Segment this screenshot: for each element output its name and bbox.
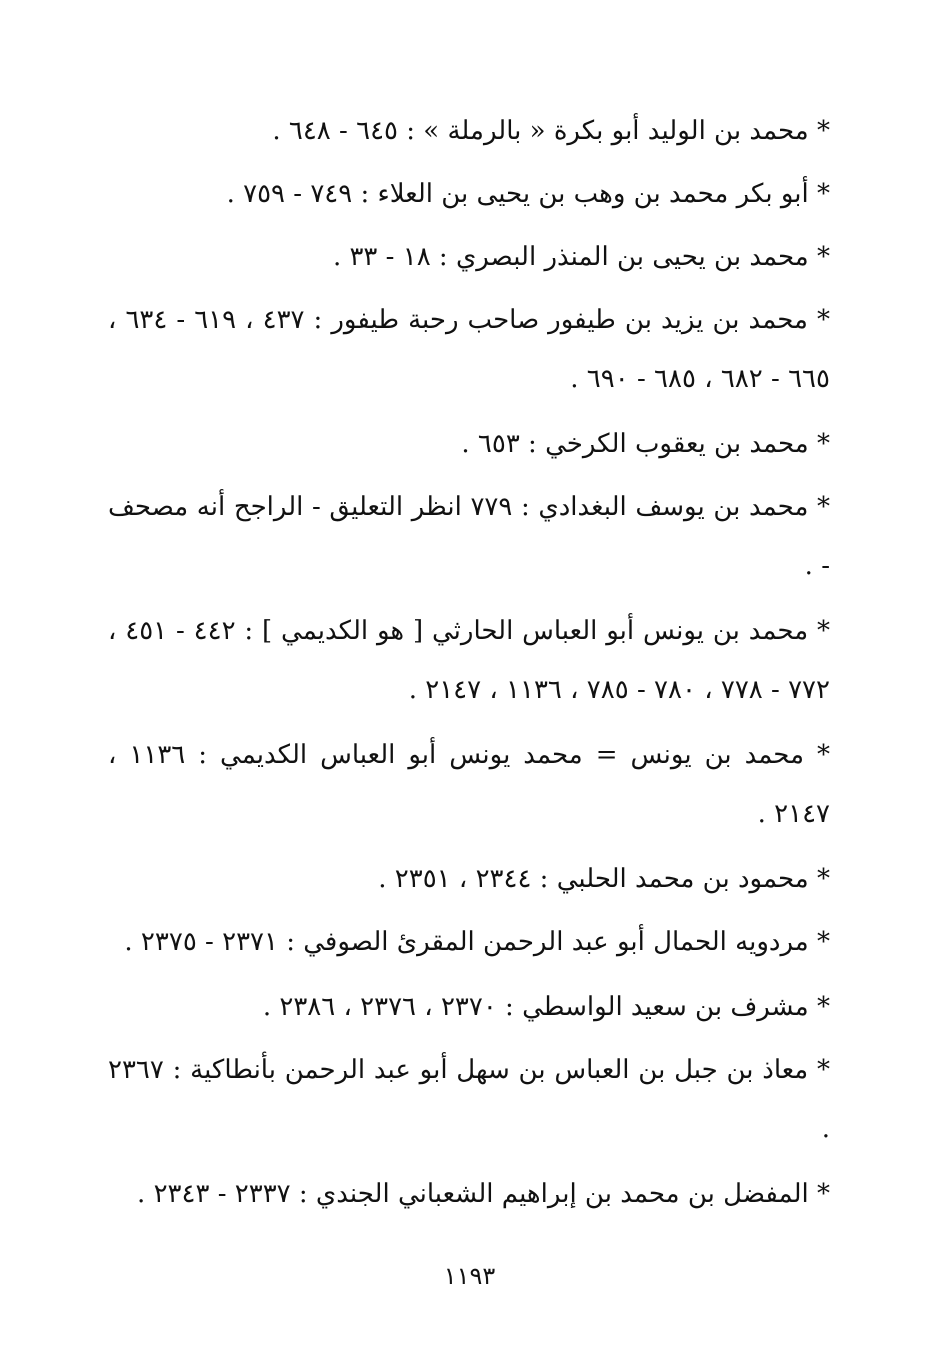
index-entry: * المفضل بن محمد بن إبراهيم الشعباني الجندي : ٢٣٣٧ - ٢٣٤٣ .	[137, 1179, 830, 1209]
index-entry: * محمد بن يحيى بن المنذر البصري : ١٨ - ٣٣ .	[332, 242, 830, 272]
index-entry: * محمد بن يونس = محمد يونس أبو العباس الكديمي : ١١٣٦ ، ٢١٤٧ .	[108, 740, 830, 829]
index-entry: * محمود بن محمد الحلبي : ٢٣٤٤ ، ٢٣٥١ .	[378, 864, 830, 894]
index-entry: * محمد بن الوليد أبو بكرة « بالرملة » : ٦٤٥ - ٦٤٨ .	[272, 116, 830, 146]
index-entry: * محمد بن يعقوب الكرخي : ٦٥٣ .	[461, 429, 830, 459]
index-entry: * أبو بكر محمد بن وهب بن يحيى بن العلاء : ٧٤٩ - ٧٥٩ .	[226, 179, 830, 209]
index-entry: * محمد بن يوسف البغدادي : ٧٧٩ انظر التعليق - الراجح أنه مصحف - .	[108, 492, 830, 581]
page-number: ١١٩٣	[443, 1262, 496, 1290]
index-entry: * مردويه الحمال أبو عبد الرحمن المقرئ الصوفي : ٢٣٧١ - ٢٣٧٥ .	[124, 927, 830, 957]
index-entry: * مشرف بن سعيد الواسطي : ٢٣٧٠ ، ٢٣٧٦ ، ٢٣٨٦ .	[262, 992, 830, 1022]
index-entry: * محمد بن يونس أبو العباس الحارثي [ هو الكديمي ] : ٤٤٢ - ٤٥١ ، ٧٧٢ - ٧٧٨ ، ٧٨٠ - ٧٨٥ ، ١١٣٦ ، ٢١٤٧ .	[108, 616, 830, 705]
index-entry: * محمد بن يزيد بن طيفور صاحب رحبة طيفور : ٤٣٧ ، ٦١٩ - ٦٣٤ ، ٦٦٥ - ٦٨٢ ، ٦٨٥ - ٦٩٠ .	[108, 305, 830, 394]
index-entry: * معاذ بن جبل بن العباس بن سهل أبو عبد الرحمن بأنطاكية : ٢٣٦٧ .	[108, 1055, 830, 1144]
index-entries	[108, 102, 830, 1230]
